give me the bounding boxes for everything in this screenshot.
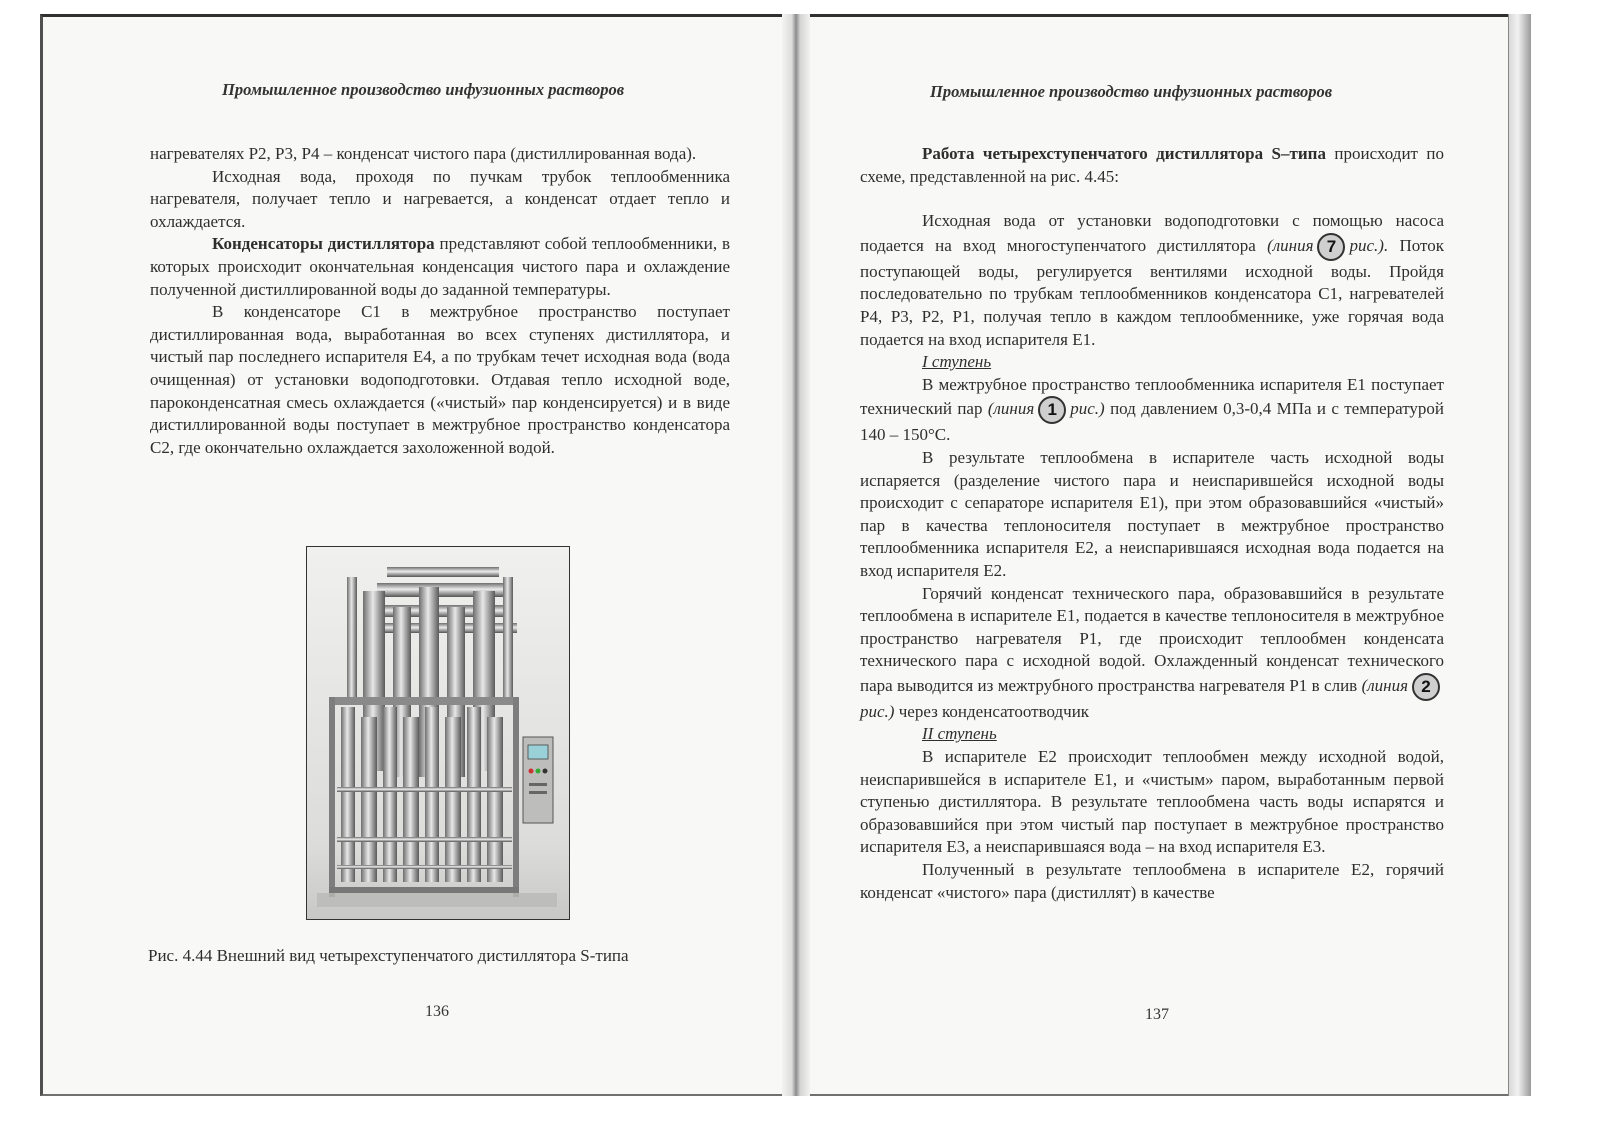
line-ref-2-open: (линия (1361, 675, 1409, 695)
line-2-icon: 2 (1412, 673, 1440, 701)
right-page (800, 0, 1600, 1133)
left-para-1: нагревателях Р2, Р3, Р4 – конденсат чистого пара (дистиллированная вода). (150, 144, 697, 163)
left-running-head: Промышленное производство инфузионных растворов (222, 80, 625, 99)
stage-1-para-3: Горячий конденсат технического пара, образовавшийся в результате теплообмена в испарителе Е1, подается в качестве теплоносителя в межтрубное пространство нагревателя Р1, где происходит теплообмен конденсата технического пара с исходной водой. Охлажденный конденсат технического пара выводится из межтрубного пространства нагревателя Р1 в слив (линия 2рис.) через конденсатоотводчик (860, 583, 1444, 721)
stage-1-heading: I ступень (922, 352, 992, 372)
line-1-icon: 1 (1038, 396, 1066, 424)
right-page-number: 137 (1145, 1006, 1169, 1023)
intro-paragraph (860, 143, 1444, 188)
stage-2-para-1: В испарителе Е2 происходит теплообмен между исходной водой, неиспарившейся в испарителе Е1, и «чистым» паром, выработанным первой ступенью дистиллятора. В результате теплообмена часть воды испарятся и образовавшийся при этом чистый пар поступает в межтрубное пространство испарителя Е3, а неиспарившаяся вода – на вход испарителя Е3. (860, 747, 1444, 857)
condensers-definition: представляют собой теплообменники, в которых происходит окончательная конденсация чистого пара и охлаждение полученной дистиллированной воды до заданной температуры. (150, 234, 730, 299)
left-para-3 (150, 233, 730, 301)
left-para-4: В конденсаторе С1 в межтрубное пространство поступает дистиллированная вода, выработанная во всех ступенях дистиллятора, и чистый пар последнего испарителя Е4, а по трубкам течет исходная вода (вода очищенная) от установки водоподготовки. Отдавая тепло исходной воде, пароконденсатная смесь охлаждается («чистый» пар конденсируется) и в виде дистиллированной воды поступает в межтрубное пространство конденсатора С2, где окончательно охлаждается захоложенной водой. (150, 302, 730, 457)
source-water-paragraph: Исходная вода от установки водоподготовки с помощью насоса подается на вход многоступенчатого дистиллятора (линия 7 рис.). Поток поступающей воды, регулируется вентилями исходной воды. Пройдя последовательно по трубкам теплообменников конденсатора С1, нагревателей Р4, Р3, Р2, Р1, получая тепло в каждом теплообменнике, уже горячая вода подается на вход испарителя Е1. (860, 211, 1445, 349)
line-ref-7-close: рис.). (1349, 235, 1389, 255)
left-body-text (150, 143, 730, 459)
line-7-icon: 7 (1317, 233, 1345, 261)
line-ref-7-open: (линия (1267, 235, 1314, 255)
left-page (0, 0, 790, 1133)
line-ref-2-close: рис.) (860, 701, 895, 721)
right-body-text (860, 143, 1444, 904)
stage-2-para-2: Полученный в результате теплообмена в испарителе Е2, горячий конденсат «чистого» пара (дистиллят) в качестве (860, 860, 1444, 902)
line-ref-1-close: рис.) (1070, 399, 1105, 419)
right-running-head: Промышленное производство инфузионных растворов (930, 82, 1333, 101)
stage-2-heading: II ступень (922, 724, 997, 744)
intro-bold: Работа четырехступенчатого дистиллятора S–типа (922, 144, 1326, 163)
left-page-number: 136 (425, 1003, 449, 1020)
figure-caption: Рис. 4.44 Внешний вид четырехступенчатого дистиллятора S-типа (148, 946, 629, 965)
condensers-term: Конденсаторы дистиллятора (212, 234, 435, 254)
stage-1-para-2: В результате теплообмена в испарителе часть исходной воды испаряется (разделение чистого пара и неиспарившейся исходной воды происходит с сепараторе испарителя Е1), при этом образовавшийся «чистый» пар в качества теплоносителя поступает в межтрубное пространство теплообменника испарителя Е2, а неиспарившаяся исходная вода подается на вход испарителя Е2. (860, 447, 1444, 580)
intro-rest: происходит по схеме, представленной на рис. 4.45: (860, 144, 1445, 186)
line-ref-1-open: (линия (987, 399, 1035, 419)
distiller-photo (306, 546, 570, 920)
distiller-illustration (307, 547, 569, 919)
stage-1-para-1: В межтрубное пространство теплообменника испарителя Е1 поступает технический пар (линия 1 рис.) под давлением 0,3-0,4 МПа и с температурой 140 – 150°С. (860, 374, 1445, 445)
left-para-2: Исходная вода, проходя по пучкам трубок теплообменника нагревателя, получает тепло и нагревается, а конденсат отдает тепло и охлаждается. (150, 166, 730, 231)
